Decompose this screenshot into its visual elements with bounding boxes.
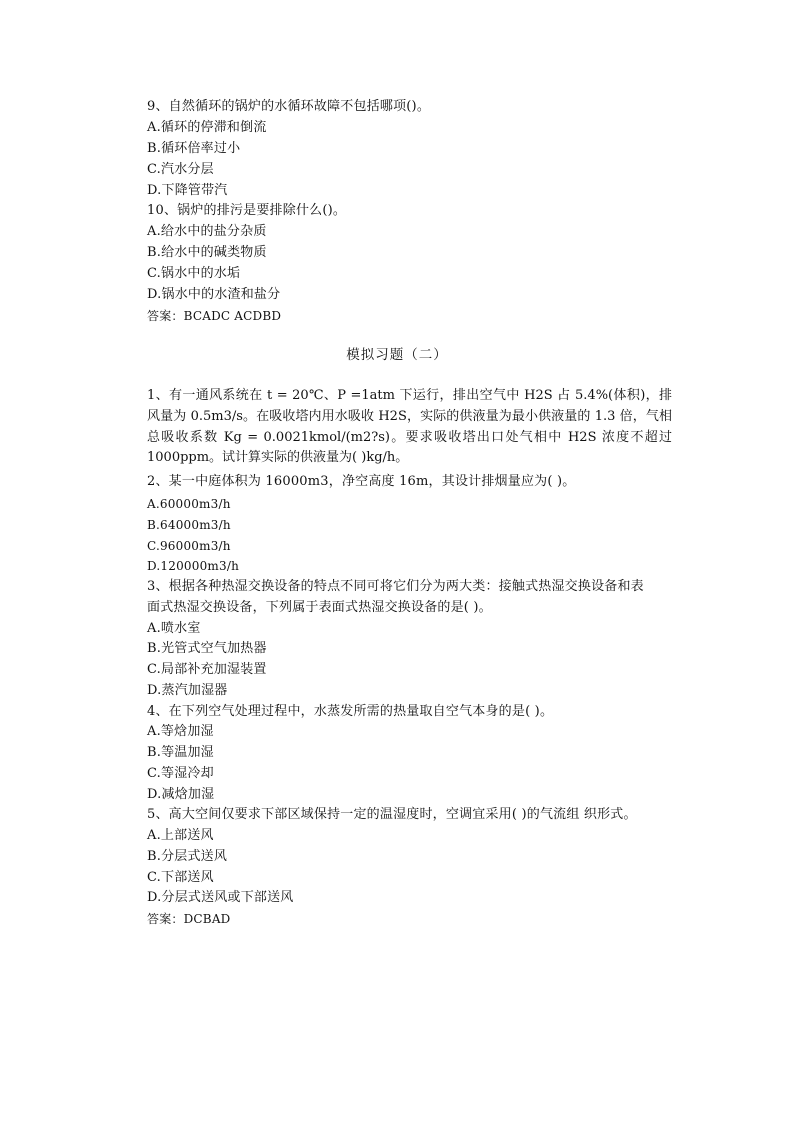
question-3-option-b: B.光管式空气加热器 [147, 641, 267, 656]
question-4-stem: 4、在下列空气处理过程中，水蒸发所需的热量取自空气本身的是( )。 [147, 704, 554, 719]
question-1-stem: 1、有一通风系统在 t = 20℃、P =1atm 下运行，排出空气中 H2S 占 5.4%(体积)，排风量为 0.5m3/s。在吸收塔内用水吸收 H2S，实际的供液量为最小供液量的 1.3 倍，气相总吸收系数 Kg = 0.0021kmol/(m2?s)。要求吸收塔出口处气相中 H2S 浓度不超过 1000ppm。试计算实际的供液量为( )kg/h。 [147, 388, 672, 466]
question-2-option-c: C.96000m3/h [147, 539, 231, 553]
question-5-option-c: C.下部送风 [147, 870, 214, 885]
question-4-option-a: A.等焓加湿 [147, 724, 214, 739]
question-9-option-b: B.循环倍率过小 [147, 141, 241, 156]
question-5-option-a: A.上部送风 [147, 828, 214, 843]
question-5-option-d: D.分层式送风或下部送风 [147, 890, 294, 905]
question-2-stem: 2、某一中庭体积为 16000m3，净空高度 16m，其设计排烟量应为( )。 [147, 474, 576, 489]
question-2-option-b: B.64000m3/h [147, 518, 231, 532]
question-10-option-a: A.给水中的盐分杂质 [147, 224, 267, 239]
question-5-option-b: B.分层式送风 [147, 849, 228, 864]
section-title: 模拟习题（二） [346, 347, 448, 363]
question-3-option-c: C.局部补充加湿装置 [147, 662, 267, 677]
question-10-stem: 10、锅炉的排污是要排除什么()。 [147, 203, 347, 218]
question-4-option-c: C.等湿冷却 [147, 766, 214, 781]
question-2-option-d: D.120000m3/h [147, 559, 240, 573]
question-9-option-c: C.汽水分层 [147, 162, 214, 177]
question-5-stem: 5、高大空间仅要求下部区域保持一定的温湿度时，空调宜采用( )的气流组 织形式。 [147, 807, 637, 822]
question-3-stem-line-2: 面式热湿交换设备，下列属于表面式热湿交换设备的是( )。 [147, 600, 492, 615]
question-4-option-d: D.减焓加湿 [147, 787, 215, 802]
question-10-option-b: B.给水中的碱类物质 [147, 245, 267, 260]
question-3-option-d: D.蒸汽加湿器 [147, 683, 228, 698]
question-9-option-a: A.循环的停滞和倒流 [147, 120, 267, 135]
answer-key: 答案：DCBAD [147, 912, 231, 926]
question-4-option-b: B.等温加湿 [147, 745, 214, 760]
question-10-option-c: C.锅水中的水垢 [147, 266, 241, 281]
question-9-stem: 9、自然循环的锅炉的水循环故障不包括哪项()。 [147, 99, 431, 114]
question-2-option-a: A.60000m3/h [147, 497, 231, 511]
prev-answer-key: 答案：BCADC ACDBD [147, 309, 282, 323]
question-10-option-d: D.锅水中的水渣和盐分 [147, 287, 281, 302]
question-3-option-a: A.喷水室 [147, 621, 201, 636]
question-3-stem-line-1: 3、根据各种热湿交换设备的特点不同可将它们分为两大类：接触式热湿交换设备和表 [147, 579, 644, 594]
question-9-option-d: D.下降管带汽 [147, 183, 228, 198]
